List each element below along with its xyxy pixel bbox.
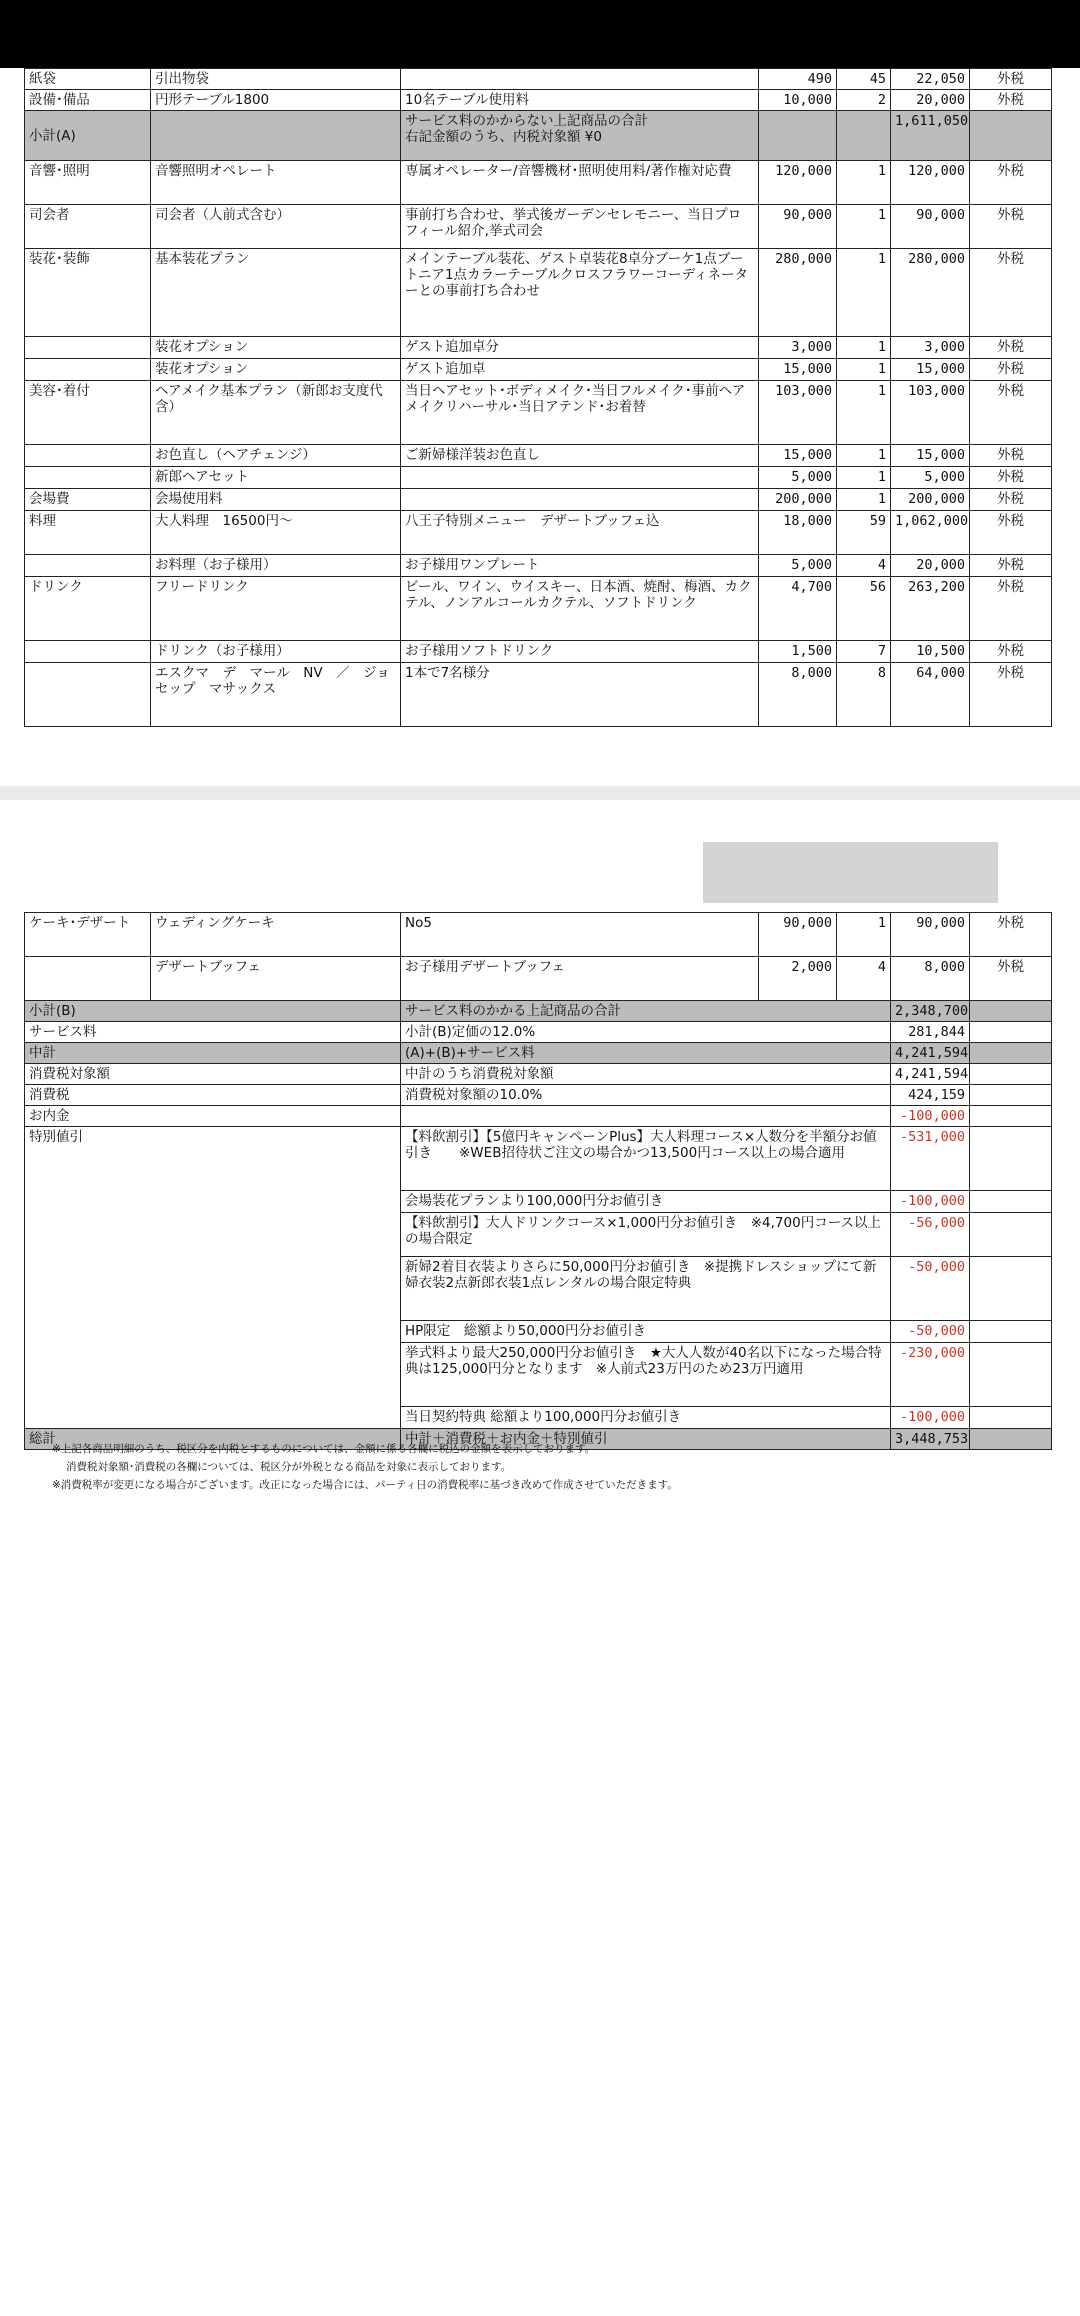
unit-price-cell: 2,000 xyxy=(759,957,837,1001)
description-cell: 事前打ち合わせ、挙式後ガーデンセレモニー、当日プロフィール紹介,挙式司会 xyxy=(401,205,759,249)
unit-price-cell: 15,000 xyxy=(759,445,837,467)
item-name-cell: フリードリンク xyxy=(151,577,401,641)
item-name-cell: 装花オプション xyxy=(151,359,401,381)
tax-type-cell: 外税 xyxy=(970,489,1052,511)
item-name-cell: ドリンク（お子様用） xyxy=(151,641,401,663)
amount-cell: 5,000 xyxy=(891,467,970,489)
unit-price-cell: 18,000 xyxy=(759,511,837,555)
tax-type-cell: 外税 xyxy=(970,511,1052,555)
amount-cell: 120,000 xyxy=(891,161,970,205)
item-name-cell: 基本装花プラン xyxy=(151,249,401,337)
unit-price-cell: 120,000 xyxy=(759,161,837,205)
grand-total-label: 総計 xyxy=(25,1429,401,1450)
summary-amount: 281,844 xyxy=(891,1022,970,1043)
description-cell: ゲスト追加卓 xyxy=(401,359,759,381)
amount-cell: 200,000 xyxy=(891,489,970,511)
line-item-row xyxy=(25,913,1052,957)
amount-cell: 3,000 xyxy=(891,337,970,359)
item-name-cell: 司会者（人前式含む） xyxy=(151,205,401,249)
subtotal-a-amount: 1,611,050 xyxy=(891,111,970,161)
footnote: ※消費税率が変更になる場合がございます。改正になった場合には、パーティ日の消費税率に基づき改めて作成させていただきます。 xyxy=(52,1479,678,1491)
tax-type-cell: 外税 xyxy=(970,555,1052,577)
summary-label: 消費税 xyxy=(25,1085,401,1106)
discount-blank xyxy=(970,1257,1052,1321)
footnote: 消費税対象額･消費税の各欄については、税区分が外税となる商品を対象に表示しております。 xyxy=(66,1461,512,1473)
quantity-cell: 1 xyxy=(837,359,891,381)
discount-blank xyxy=(970,1191,1052,1213)
discount-amount: -100,000 xyxy=(891,1191,970,1213)
line-item-row xyxy=(25,249,1052,337)
amount-cell: 280,000 xyxy=(891,249,970,337)
discount-label: 特別値引 xyxy=(25,1127,401,1429)
discount-amount: -50,000 xyxy=(891,1321,970,1343)
quantity-cell: 1 xyxy=(837,337,891,359)
item-name-cell: デザートブッフェ xyxy=(151,957,401,1001)
item-name-cell: 装花オプション xyxy=(151,337,401,359)
tax-type-cell: 外税 xyxy=(970,467,1052,489)
quantity-cell: 1 xyxy=(837,467,891,489)
description-cell: ご新婦様洋装お色直し xyxy=(401,445,759,467)
discount-desc: 【料飲割引】【5億円キャンペーンPlus】大人料理コース×人数分を半額分お値引き ※WEB招待状ご注文の場合かつ13,500円コース以上の場合適用 xyxy=(401,1127,891,1191)
line-item-row xyxy=(25,555,1052,577)
discount-desc: 当日契約特典 総額より100,000円分お値引き xyxy=(401,1407,891,1429)
item-name-cell: お料理（お子様用） xyxy=(151,555,401,577)
quantity-cell: 59 xyxy=(837,511,891,555)
line-item-row xyxy=(25,663,1052,727)
unit-price-cell: 5,000 xyxy=(759,467,837,489)
discount-blank xyxy=(970,1407,1052,1429)
tax-type-cell: 外税 xyxy=(970,90,1052,111)
quote-page-2 xyxy=(0,800,1080,2316)
redacted-block xyxy=(703,842,998,903)
quote-table-1 xyxy=(24,68,1052,727)
unit-price-cell: 15,000 xyxy=(759,359,837,381)
discount-blank xyxy=(970,1127,1052,1191)
summary-amount: 424,159 xyxy=(891,1085,970,1106)
line-item-row xyxy=(25,337,1052,359)
unit-price-cell: 1,500 xyxy=(759,641,837,663)
footnote: ※上記各商品明細のうち、税区分を内税とするものについては、金額に係る各欄に税込の金額を表示しております。 xyxy=(52,1443,596,1455)
summary-label: 中計 xyxy=(25,1043,401,1064)
description-cell: 八王子特別メニュー デザートブッフェ込 xyxy=(401,511,759,555)
subtotal-a-label: 小計(A) xyxy=(25,111,151,161)
description-cell: 10名テーブル使用料 xyxy=(401,90,759,111)
summary-blank xyxy=(970,1064,1052,1085)
quantity-cell: 1 xyxy=(837,381,891,445)
tax-type-cell: 外税 xyxy=(970,913,1052,957)
quantity-cell: 56 xyxy=(837,577,891,641)
summary-desc: 小計(B)定価の12.0% xyxy=(401,1022,891,1043)
description-cell: お子様用デザートブッフェ xyxy=(401,957,759,1001)
tax-type-cell: 外税 xyxy=(970,957,1052,1001)
quantity-cell: 4 xyxy=(837,555,891,577)
quantity-cell: 1 xyxy=(837,445,891,467)
description-cell: 1本で7名様分 xyxy=(401,663,759,727)
item-name-cell: 引出物袋 xyxy=(151,69,401,90)
discount-desc: 会場装花プランより100,000円分お値引き xyxy=(401,1191,891,1213)
quantity-cell: 45 xyxy=(837,69,891,90)
line-item-row xyxy=(25,641,1052,663)
category-cell: 司会者 xyxy=(25,205,151,249)
line-item-row xyxy=(25,577,1052,641)
line-item-row xyxy=(25,69,1052,90)
unit-price-cell: 490 xyxy=(759,69,837,90)
quantity-cell: 1 xyxy=(837,249,891,337)
category-cell: 設備･備品 xyxy=(25,90,151,111)
description-cell: メインテーブル装花、ゲスト卓装花8卓分ブーケ1点ブートニア1点カラーテーブルクロスフラワーコーディネーターとの事前打ち合わせ xyxy=(401,249,759,337)
amount-cell: 90,000 xyxy=(891,205,970,249)
amount-cell: 263,200 xyxy=(891,577,970,641)
amount-cell: 103,000 xyxy=(891,381,970,445)
amount-cell: 22,050 xyxy=(891,69,970,90)
description-cell: お子様用ソフトドリンク xyxy=(401,641,759,663)
summary-amount: 4,241,594 xyxy=(891,1064,970,1085)
unit-price-cell: 3,000 xyxy=(759,337,837,359)
item-name-cell: 音響照明オペレート xyxy=(151,161,401,205)
tax-type-cell: 外税 xyxy=(970,337,1052,359)
line-item-row xyxy=(25,381,1052,445)
category-cell: 美容･着付 xyxy=(25,381,151,445)
tax-type-cell: 外税 xyxy=(970,359,1052,381)
category-cell xyxy=(25,359,151,381)
discount-desc: 【料飲割引】大人ドリンクコース×1,000円分お値引き ※4,700円コース以上の場合限定 xyxy=(401,1213,891,1257)
line-item-row xyxy=(25,445,1052,467)
unit-price-cell: 90,000 xyxy=(759,913,837,957)
page-separator xyxy=(0,786,1080,800)
category-cell xyxy=(25,957,151,1001)
description-cell xyxy=(401,69,759,90)
summary-desc: 中計のうち消費税対象額 xyxy=(401,1064,891,1085)
tax-type-cell: 外税 xyxy=(970,663,1052,727)
category-cell xyxy=(25,641,151,663)
summary-row xyxy=(25,1001,1052,1022)
unit-price-cell: 8,000 xyxy=(759,663,837,727)
discount-blank xyxy=(970,1343,1052,1407)
quote-page-1 xyxy=(0,68,1080,786)
summary-blank xyxy=(970,1085,1052,1106)
unit-price-cell: 280,000 xyxy=(759,249,837,337)
discount-blank xyxy=(970,1321,1052,1343)
footnotes xyxy=(52,1440,678,1494)
category-cell xyxy=(25,445,151,467)
discount-amount: -56,000 xyxy=(891,1213,970,1257)
description-cell: 当日ヘアセット･ボディメイク･当日フルメイク･事前ヘアメイクリハーサル･当日アテンド･お着替 xyxy=(401,381,759,445)
amount-cell: 1,062,000 xyxy=(891,511,970,555)
discount-amount: -100,000 xyxy=(891,1407,970,1429)
category-cell: ドリンク xyxy=(25,577,151,641)
amount-cell: 8,000 xyxy=(891,957,970,1001)
tax-type-cell: 外税 xyxy=(970,249,1052,337)
description-cell: 専属オペレーター/音響機材･照明使用料/著作権対応費 xyxy=(401,161,759,205)
grand-total-amount: 3,448,753 xyxy=(891,1429,970,1450)
unit-price-cell: 200,000 xyxy=(759,489,837,511)
tax-type-cell: 外税 xyxy=(970,161,1052,205)
discount-desc: 挙式料より最大250,000円分お値引き ★大人人数が40名以下になった場合特典は125,000円分となります ※人前式23万円のため23万円適用 xyxy=(401,1343,891,1407)
summary-desc: サービス料のかかる上記商品の合計 xyxy=(401,1001,891,1022)
item-name-cell: ヘアメイク基本プラン（新郎お支度代含） xyxy=(151,381,401,445)
amount-cell: 90,000 xyxy=(891,913,970,957)
summary-desc xyxy=(401,1106,891,1127)
subtotal-a-desc: サービス料のかからない上記商品の合計 右記金額のうち、内税対象額 ¥0 xyxy=(401,111,759,161)
item-name-cell: エスクマ デ マール NV ／ ジョセップ マサックス xyxy=(151,663,401,727)
summary-row xyxy=(25,1043,1052,1064)
unit-price-cell: 10,000 xyxy=(759,90,837,111)
category-cell: 装花･装飾 xyxy=(25,249,151,337)
item-name-cell: 大人料理 16500円〜 xyxy=(151,511,401,555)
summary-blank xyxy=(970,1043,1052,1064)
discount-desc: HP限定 総額より50,000円分お値引き xyxy=(401,1321,891,1343)
quantity-cell: 1 xyxy=(837,161,891,205)
summary-amount: -100,000 xyxy=(891,1106,970,1127)
discount-amount: -50,000 xyxy=(891,1257,970,1321)
line-item-row xyxy=(25,467,1052,489)
amount-cell: 20,000 xyxy=(891,555,970,577)
subtotal-a-row xyxy=(25,111,1052,161)
quantity-cell: 8 xyxy=(837,663,891,727)
description-cell xyxy=(401,489,759,511)
summary-row xyxy=(25,1106,1052,1127)
summary-row xyxy=(25,1064,1052,1085)
discount-amount: -531,000 xyxy=(891,1127,970,1191)
description-cell: ゲスト追加卓分 xyxy=(401,337,759,359)
summary-label: お内金 xyxy=(25,1106,401,1127)
category-cell xyxy=(25,663,151,727)
quantity-cell: 1 xyxy=(837,205,891,249)
line-item-row xyxy=(25,511,1052,555)
tax-type-cell: 外税 xyxy=(970,381,1052,445)
tax-type-cell: 外税 xyxy=(970,577,1052,641)
category-cell xyxy=(25,337,151,359)
unit-price-cell: 90,000 xyxy=(759,205,837,249)
item-name-cell: お色直し（ヘアチェンジ） xyxy=(151,445,401,467)
category-cell: 紙袋 xyxy=(25,69,151,90)
grand-total-desc: 中計＋消費税＋お内金＋特別値引 xyxy=(401,1429,891,1450)
amount-cell: 10,500 xyxy=(891,641,970,663)
summary-row xyxy=(25,1085,1052,1106)
line-item-row xyxy=(25,957,1052,1001)
summary-amount: 2,348,700 xyxy=(891,1001,970,1022)
line-item-row xyxy=(25,359,1052,381)
description-cell: ビール、ワイン、ウイスキー、日本酒、焼酎、梅酒、カクテル、ノンアルコールカクテル、ソフトドリンク xyxy=(401,577,759,641)
item-name-cell: 円形テーブル1800 xyxy=(151,90,401,111)
quantity-cell: 1 xyxy=(837,913,891,957)
summary-amount: 4,241,594 xyxy=(891,1043,970,1064)
tax-type-cell: 外税 xyxy=(970,69,1052,90)
amount-cell: 20,000 xyxy=(891,90,970,111)
tax-type-cell: 外税 xyxy=(970,445,1052,467)
category-cell: 料理 xyxy=(25,511,151,555)
discount-desc: 新婦2着目衣装よりさらに50,000円分お値引き ※提携ドレスショップにて新婦衣装2点新郎衣装1点レンタルの場合限定特典 xyxy=(401,1257,891,1321)
summary-blank xyxy=(970,1001,1052,1022)
discount-amount: -230,000 xyxy=(891,1343,970,1407)
discount-row xyxy=(25,1127,1052,1191)
summary-desc: 消費税対象額の10.0% xyxy=(401,1085,891,1106)
category-cell xyxy=(25,555,151,577)
item-name-cell: 会場使用料 xyxy=(151,489,401,511)
category-cell: ケーキ･デザート xyxy=(25,913,151,957)
summary-label: 小計(B) xyxy=(25,1001,401,1022)
unit-price-cell: 4,700 xyxy=(759,577,837,641)
line-item-row xyxy=(25,205,1052,249)
line-item-row xyxy=(25,90,1052,111)
category-cell xyxy=(25,467,151,489)
discount-blank xyxy=(970,1213,1052,1257)
quantity-cell: 1 xyxy=(837,489,891,511)
description-cell xyxy=(401,467,759,489)
quote-table-2 xyxy=(24,912,1052,1450)
category-cell: 音響･照明 xyxy=(25,161,151,205)
category-cell: 会場費 xyxy=(25,489,151,511)
line-item-row xyxy=(25,489,1052,511)
top-status-bar xyxy=(0,0,1080,68)
description-cell: No5 xyxy=(401,913,759,957)
unit-price-cell: 103,000 xyxy=(759,381,837,445)
amount-cell: 64,000 xyxy=(891,663,970,727)
description-cell: お子様用ワンプレート xyxy=(401,555,759,577)
summary-desc: (A)+(B)+サービス料 xyxy=(401,1043,891,1064)
line-item-row xyxy=(25,161,1052,205)
quantity-cell: 2 xyxy=(837,90,891,111)
summary-blank xyxy=(970,1022,1052,1043)
item-name-cell: 新郎ヘアセット xyxy=(151,467,401,489)
tax-type-cell: 外税 xyxy=(970,205,1052,249)
quantity-cell: 7 xyxy=(837,641,891,663)
unit-price-cell: 5,000 xyxy=(759,555,837,577)
quantity-cell: 4 xyxy=(837,957,891,1001)
summary-blank xyxy=(970,1106,1052,1127)
summary-label: サービス料 xyxy=(25,1022,401,1043)
item-name-cell: ウェディングケーキ xyxy=(151,913,401,957)
summary-row xyxy=(25,1022,1052,1043)
summary-label: 消費税対象額 xyxy=(25,1064,401,1085)
amount-cell: 15,000 xyxy=(891,445,970,467)
amount-cell: 15,000 xyxy=(891,359,970,381)
tax-type-cell: 外税 xyxy=(970,641,1052,663)
